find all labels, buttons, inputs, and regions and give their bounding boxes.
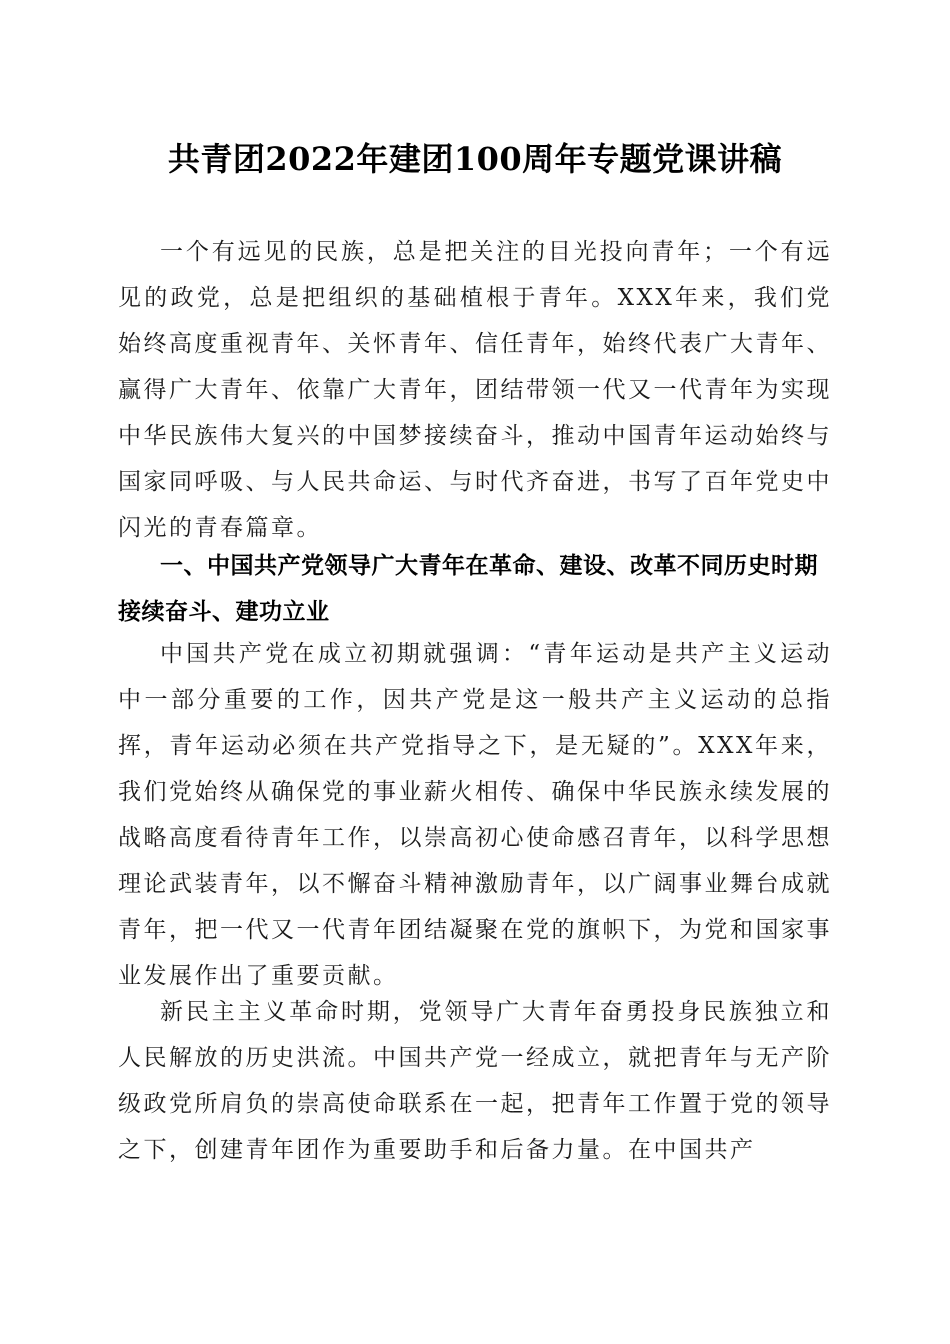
section-heading: 一、中国共产党领导广大青年在革命、建设、改革不同历史时期接续奋斗、建功立业 (118, 553, 818, 625)
paragraph-party-founding: 中国共产党在成立初期就强调：“青年运动是共产主义运动中一部分重要的工作，因共产党是这一般共产主义运动的总指挥，青年运动必须在共产党指导之下，是无疑的”。XXX年来，我们党始终从确保党的事业薪火相传、确保中华民族永续发展的战略高度看待青年工作，以崇高初心使命感召青年，以科学思想理论武装青年，以不懈奋斗精神激励青年，以广阔事业舞台成就青年，把一代又一代青年团结凝聚在党的旗帜下，为党和国家事业发展作出了重要贡献。 (118, 641, 832, 989)
paragraph-intro: 一个有远见的民族，总是把关注的目光投向青年；一个有远见的政党，总是把组织的基础植根于青年。XXX年来，我们党始终高度重视青年、关怀青年、信任青年，始终代表广大青年、赢得广大青年、依靠广大青年，团结带领一代又一代青年为实现中华民族伟大复兴的中国梦接续奋斗，推动中国青年运动始终与国家同呼吸、与人民共命运、与时代齐奋进，书写了百年党史中闪光的青春篇章。 (118, 239, 832, 541)
document-title: 共青团2022年建团100周年专题党课讲稿 (167, 140, 783, 178)
paragraph-new-democratic-revolution: 新民主主义革命时期，党领导广大青年奋勇投身民族独立和人民解放的历史洪流。中国共产党一经成立，就把青年与无产阶级政党所肩负的崇高使命联系在一起，把青年工作置于党的领导之下，创建青年团作为重要助手和后备力量。在中国共产 (118, 999, 832, 1163)
